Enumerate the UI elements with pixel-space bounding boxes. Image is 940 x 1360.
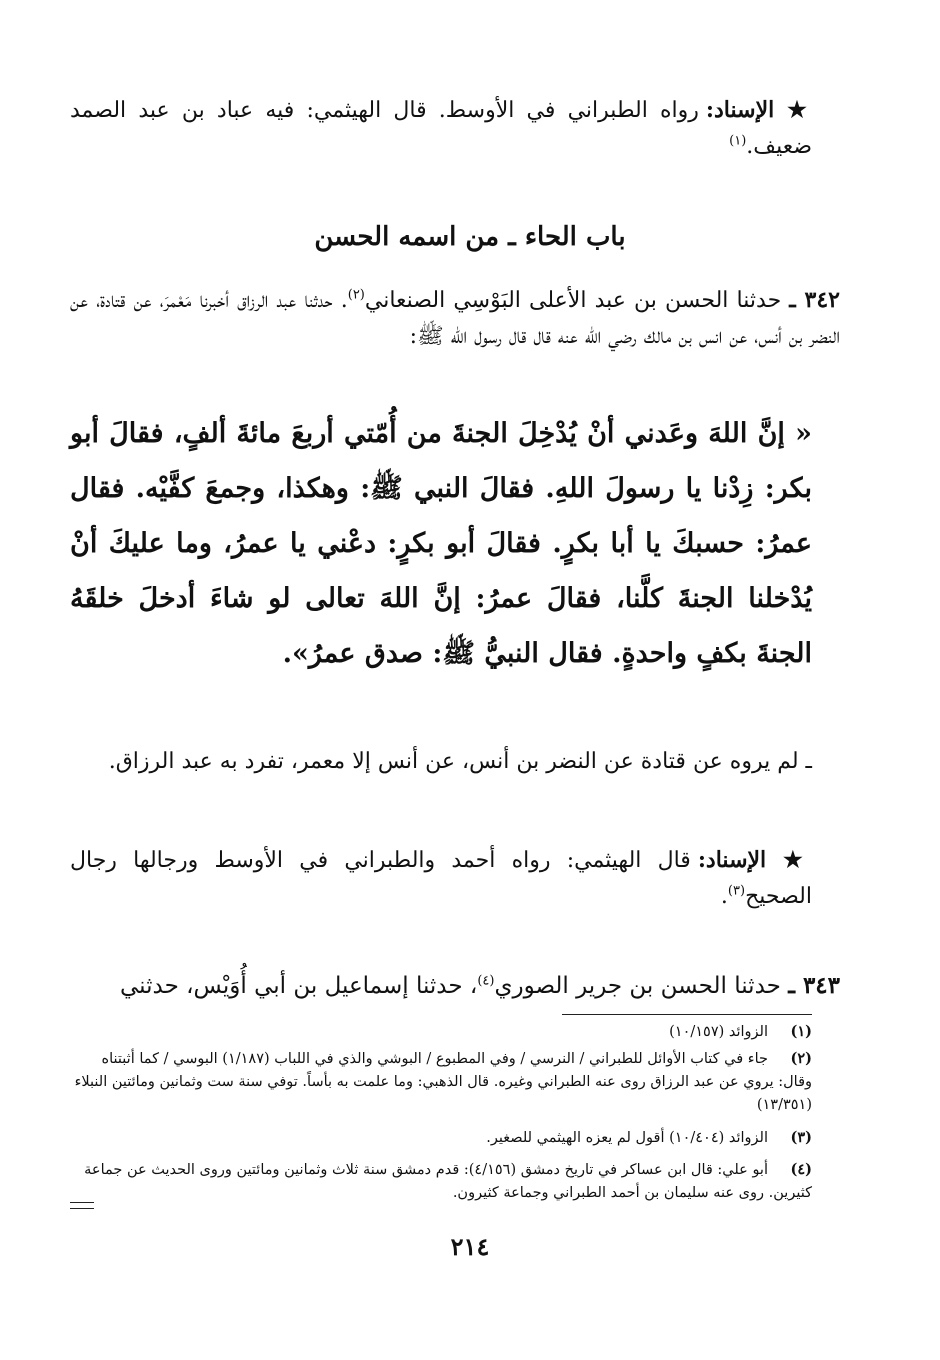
entry-number: ٣٤٢ ـ xyxy=(789,287,840,313)
entry-text-a: حدثنا الحسن بن جرير الصوري xyxy=(494,973,789,999)
isnad-text: رواه الطبراني في الأوسط. قال الهيثمي: فيه عباد بن عبد الصمد ضعيف. xyxy=(70,98,812,159)
entry-text-b: ، حدثنا إسماعيل بن أبي أُوَيْس، حدثني xyxy=(120,973,478,999)
footnote-separator xyxy=(562,1014,812,1015)
footnote-ref: (٢) xyxy=(347,287,365,303)
footnote-text: أبو علي: قال ابن عساكر في تاريخ دمشق (٤/١٥٦): قدم دمشق سنة ثلاث وثمانين ومائتين وروى الحديث عن جماعة كثيرين. روى عنه سليمان بن أحمد الطبراني وجماعة كثيرون. xyxy=(84,1162,812,1201)
footnote-number: (٣) xyxy=(790,1129,812,1146)
isnad-note-top xyxy=(70,92,812,165)
footnote-text: الزوائد (١٠/١٥٧) xyxy=(669,1024,768,1040)
entry-342-note: ـ لم يروه عن قتادة عن النضر بن أنس، عن أنس إلا معمر، تفرد به عبد الرزاق. xyxy=(108,749,812,774)
footnote-ref: (١) xyxy=(729,133,747,149)
isnad-note-342 xyxy=(70,842,812,915)
page-number: ٢١٤ xyxy=(450,1232,490,1261)
chain-text-a: حدثنا الحسن بن عبد الأعلى البَوْسِي الصنعاني xyxy=(364,288,790,313)
isnad-label: ★ الإسناد: xyxy=(705,97,812,123)
hadith-text: « إنَّ اللهَ وعَدني أنْ يُدْخِلَ الجنةَ من أُمّتي أربعَ مائةَ ألفٍ، فقالَ أبو بكر: زِدْنا يا رسولَ اللهِ. فقالَ النبي ﷺ: وهكذا، وجمعَ كفَّيْه. فقال عمرُ: حسبكَ يا أبا بكرٍ. فقالَ أبو بكرٍ: دعْني يا عمرُ، وما عليكَ أنْ يُدْخلنا الجنةَ كلَّنا، فقالَ عمرُ: إنَّ اللهَ تعالى لو شاءَ أدخلَ خلقَهُ الجنةَ بكفٍ واحدةٍ. فقال النبيُّ ﷺ: صدق عمرُ». xyxy=(70,418,812,669)
footnote-2 xyxy=(70,1047,812,1117)
footnote-number: (٢) xyxy=(790,1050,812,1067)
entry-343 xyxy=(70,968,840,1004)
footnote-4 xyxy=(70,1158,812,1205)
isnad-text: قال الهيثمي: رواه أحمد والطبراني في الأوسط ورجالها رجال الصحيح xyxy=(70,848,812,909)
footnote-text: الزوائد (١٠/٤٠٤) أقول لم يعزه الهيثمي للصغير. xyxy=(486,1130,768,1146)
footnote-1 xyxy=(70,1020,812,1044)
footnote-number: (٤) xyxy=(790,1161,812,1178)
isnad-label: ★ الإسناد: xyxy=(697,847,812,873)
entry-342-chain xyxy=(70,282,840,355)
footnote-ref: (٤) xyxy=(477,973,495,989)
footnote-3 xyxy=(70,1126,812,1150)
continuation-mark xyxy=(70,1202,94,1209)
chain-text-b: . حدثنا عبد الرزاق أخبرنا مَعْمرَ، عن قتادة، عن النضر بن أنس، عن انس بن مالك رضي الله عنه قال قال رسول الله ﷺ: xyxy=(70,288,840,349)
footnote-text: جاء في كتاب الأوائل للطبراني / النرسي / وفي المطبوع / البوشي والذي في اللباب (١/١٨٧) البوسي / كما أثبتناه وقال: يروي عن عبد الرزاق روى عنه الطبراني وغيره. قال الذهبي: وما علمت به بأساً. توفي سنة ست وثمانين ومائتين النبلاء (١٣/٣٥١) xyxy=(74,1051,812,1113)
isnad-end: . xyxy=(720,884,728,909)
chapter-title: باب الحاء ـ من اسمه الحسن xyxy=(314,222,626,252)
footnote-number: (١) xyxy=(790,1023,812,1040)
entry-number: ٣٤٣ ـ xyxy=(788,972,840,999)
footnote-ref: (٣) xyxy=(727,883,746,899)
